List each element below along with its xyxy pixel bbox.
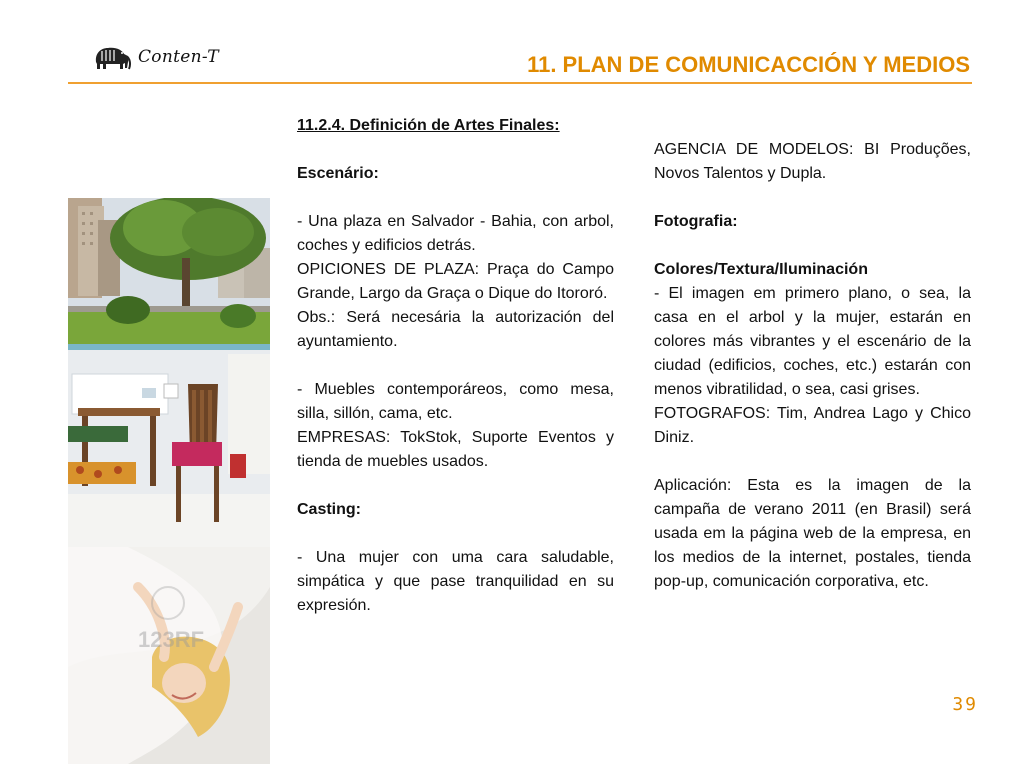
logo [92, 40, 219, 74]
escenario-heading: Escenário: [297, 165, 379, 182]
plaza-photo [68, 198, 270, 344]
logo-text: Conten-T [138, 47, 219, 67]
furniture-photo [68, 344, 270, 547]
casting-heading: Casting: [297, 501, 361, 518]
escenario-paragraph-1: - Una plaza en Salvador - Bahia, con arbol, coches y edificios detrás. [297, 213, 614, 254]
muebles-paragraph-2: EMPRESAS: TokStok, Suporte Eventos y tienda de muebles usados. [297, 429, 614, 470]
header-divider [68, 82, 972, 84]
fotografia-heading: Fotografia: [654, 213, 738, 230]
casting-paragraph: - Una mujer con uma cara saludable, simpática y que pase tranquilidad en su expresión. [297, 549, 614, 614]
photo-strip [68, 198, 270, 764]
right-column [654, 138, 971, 594]
left-column [297, 114, 614, 618]
watermark-text: 123RF [138, 627, 205, 652]
page-number: 39 [952, 694, 978, 715]
colores-paragraph-2: FOTOGRAFOS: Tim, Andrea Lago y Chico Diniz. [654, 405, 971, 446]
agencia-paragraph: AGENCIA DE MODELOS: BI Produções, Novos Talentos y Dupla. [654, 141, 971, 182]
page-title: 11. PLAN DE COMUNICACCIÓN Y MEDIOS [527, 52, 970, 77]
colores-paragraph-1: - El imagen em primero plano, o sea, la casa en el arbol y la mujer, estarán en colores más vibrantes y el escenário de la ciudad (edificios, coches, etc.) estarán con menos vibratilidad, o sea, casi grises. [654, 285, 971, 398]
woman-photo [68, 547, 270, 764]
elephant-icon [92, 42, 132, 72]
aplicacion-paragraph: Aplicación: Esta es la imagen de la campaña de verano 2011 (en Brasil) será usada em la página web de la empresa, en los medios de la internet, postales, tienda pop-up, comunicación corporativa, etc. [654, 477, 971, 590]
section-title: 11.2.4. Definición de Artes Finales: [297, 117, 560, 134]
colores-heading: Colores/Textura/Iluminación [654, 261, 868, 278]
escenario-paragraph-3: Obs.: Será necesária la autorización del ayuntamiento. [297, 309, 614, 350]
escenario-paragraph-2: OPICIONES DE PLAZA: Praça do Campo Grande, Largo da Graça o Dique do Itororó. [297, 261, 614, 302]
muebles-paragraph-1: - Muebles contemporáreos, como mesa, silla, sillón, cama, etc. [297, 381, 614, 422]
